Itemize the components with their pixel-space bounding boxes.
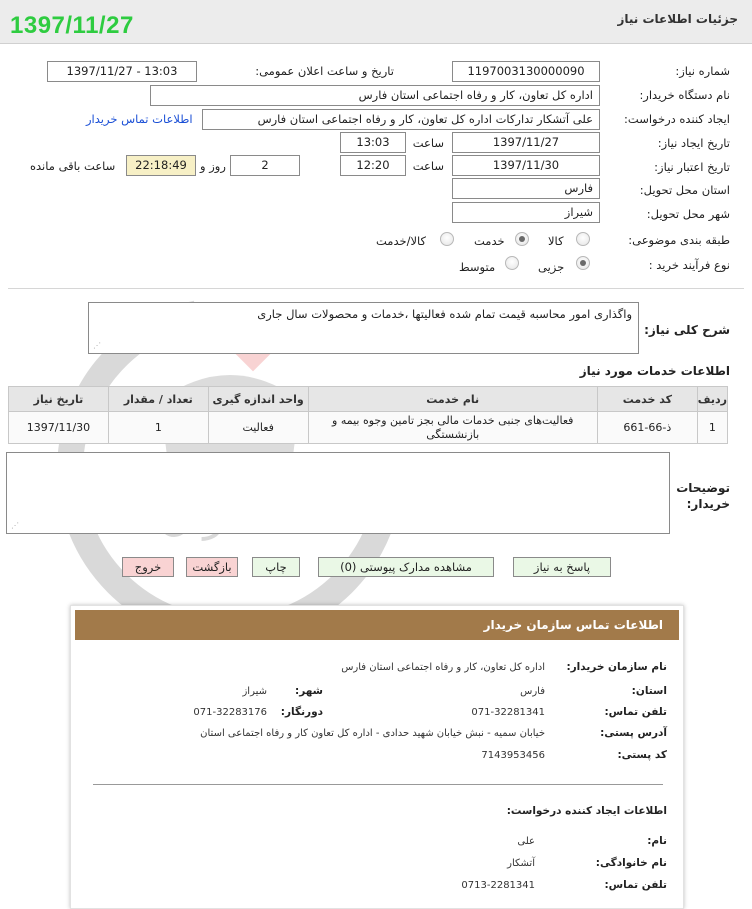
page-title: جزئیات اطلاعات نیاز bbox=[617, 12, 738, 26]
category-radio-goods[interactable] bbox=[576, 232, 590, 246]
category-option-goods: کالا bbox=[548, 234, 564, 248]
back-button[interactable]: بازگشت bbox=[186, 557, 238, 577]
process-option-medium: متوسط bbox=[459, 260, 496, 274]
header-bar bbox=[0, 0, 752, 44]
contact-phone-label: تلفن تماس: bbox=[604, 706, 667, 718]
validity-date-field[interactable]: 1397/11/30 bbox=[452, 155, 600, 176]
table-row bbox=[9, 412, 728, 444]
contact-province-value: فارس bbox=[520, 686, 545, 697]
column-header: کد خدمت bbox=[597, 387, 697, 412]
creator-name-label: نام: bbox=[647, 835, 667, 847]
contact-province-label: استان: bbox=[631, 685, 667, 697]
date-stamp: 1397/11/27 bbox=[10, 12, 134, 39]
contact-address-value: خیابان سمیه - نبش خیابان شهید حدادی - اداره کل تعاون کار و رفاه اجتماعی استان bbox=[200, 728, 545, 739]
services-section-title: اطلاعات خدمات مورد نیاز bbox=[579, 364, 730, 378]
creator-phone-label: تلفن تماس: bbox=[604, 879, 667, 891]
column-header: ردیف bbox=[697, 387, 727, 412]
column-header: نام خدمت bbox=[308, 387, 597, 412]
validity-time-label: ساعت bbox=[412, 159, 444, 173]
validity-date-label: تاریخ اعتبار نیاز: bbox=[654, 160, 730, 174]
buyer-contact-panel bbox=[70, 605, 684, 909]
validity-time-field[interactable]: 12:20 bbox=[340, 155, 406, 176]
creator-family-value: آتشکار bbox=[507, 858, 535, 869]
contact-postal-value: 7143953456 bbox=[481, 750, 545, 761]
resize-grip-icon[interactable]: ⋰ bbox=[11, 521, 19, 530]
category-radio-goods-service[interactable] bbox=[440, 232, 454, 246]
contact-org-value: اداره کل تعاون، کار و رفاه اجتماعی استان فارس bbox=[341, 662, 545, 673]
process-option-small: جزیی bbox=[538, 260, 565, 274]
table-cell: 1 bbox=[108, 412, 208, 444]
contact-city-label: شهر: bbox=[295, 685, 323, 697]
created-time-field[interactable]: 13:03 bbox=[340, 132, 406, 153]
contact-phone-value: 071-32281341 bbox=[471, 707, 545, 718]
days-label: روز و bbox=[200, 159, 226, 173]
province-label: استان محل تحویل: bbox=[639, 183, 730, 197]
requester-label: ایجاد کننده درخواست: bbox=[624, 112, 730, 126]
remaining-time-field[interactable]: 22:18:49 bbox=[126, 155, 196, 176]
announce-datetime-field[interactable]: 1397/11/27 - 13:03 bbox=[47, 61, 197, 82]
reply-button[interactable]: پاسخ به نیاز bbox=[513, 557, 611, 577]
created-date-label: تاریخ ایجاد نیاز: bbox=[657, 136, 730, 150]
days-field[interactable]: 2 bbox=[230, 155, 300, 176]
description-text: واگذاری امور محاسبه قیمت تمام شده فعالیتها ،خدمات و محصولات سال جاری bbox=[257, 307, 632, 321]
created-date-field[interactable]: 1397/11/27 bbox=[452, 132, 600, 153]
buyer-org-field[interactable]: اداره کل تعاون، کار و رفاه اجتماعی استان فارس bbox=[150, 85, 600, 106]
contact-fax-value: 071-32283176 bbox=[193, 707, 267, 718]
table-cell: فعالیت‌های جنبی خدمات مالی بجز تامین وجوه بیمه و بازنشستگی bbox=[308, 412, 597, 444]
table-header-row bbox=[9, 387, 728, 412]
contact-city-value: شیراز bbox=[242, 686, 267, 697]
column-header: واحد اندازه گیری bbox=[208, 387, 308, 412]
category-radio-service[interactable] bbox=[515, 232, 529, 246]
buyer-contact-link[interactable]: اطلاعات تماس خریدار bbox=[86, 112, 193, 126]
process-radio-medium[interactable] bbox=[505, 256, 519, 270]
services-table bbox=[8, 386, 728, 444]
city-field[interactable]: شیراز bbox=[452, 202, 600, 223]
creator-section-title: اطلاعات ایجاد کننده درخواست: bbox=[506, 805, 667, 817]
view-attachments-button[interactable]: مشاهده مدارک پیوستی (0) bbox=[318, 557, 494, 577]
process-radio-small[interactable] bbox=[576, 256, 590, 270]
province-field[interactable]: فارس bbox=[452, 178, 600, 199]
table-cell: 1 bbox=[697, 412, 727, 444]
creator-family-label: نام خانوادگی: bbox=[595, 857, 667, 869]
remaining-label: ساعت باقی مانده bbox=[30, 159, 116, 173]
need-number-label: شماره نیاز: bbox=[675, 64, 730, 78]
table-cell: ذ-66-661 bbox=[597, 412, 697, 444]
description-label: شرح کلی نیاز: bbox=[644, 323, 730, 337]
divider bbox=[8, 288, 744, 289]
contact-org-label: نام سازمان خریدار: bbox=[566, 661, 667, 673]
resize-grip-icon[interactable]: ⋰ bbox=[93, 341, 101, 350]
requester-field[interactable]: علی آتشکار تدارکات اداره کل تعاون، کار و رفاه اجتماعی استان فارس bbox=[202, 109, 600, 130]
contact-panel-header bbox=[75, 610, 679, 640]
creator-name-value: علی bbox=[517, 836, 535, 847]
category-option-service: خدمت bbox=[474, 234, 505, 248]
column-header: تعداد / مقدار bbox=[108, 387, 208, 412]
contact-divider bbox=[93, 784, 663, 785]
announce-label: تاریخ و ساعت اعلان عمومی: bbox=[255, 64, 394, 78]
need-number-field[interactable]: 1197003130000090 bbox=[452, 61, 600, 82]
buyer-notes-label: توضیحات خریدار: bbox=[676, 481, 730, 511]
city-label: شهر محل تحویل: bbox=[646, 207, 730, 221]
contact-fax-label: دورنگار: bbox=[280, 706, 323, 718]
print-button[interactable]: چاپ bbox=[252, 557, 300, 577]
category-label: طبقه بندی موضوعی: bbox=[628, 233, 730, 247]
table-cell: 1397/11/30 bbox=[9, 412, 109, 444]
contact-postal-label: کد پستی: bbox=[617, 749, 667, 761]
contact-address-label: آدرس پستی: bbox=[600, 727, 667, 739]
exit-button[interactable]: خروج bbox=[122, 557, 174, 577]
process-label: نوع فرآیند خرید : bbox=[648, 258, 730, 272]
buyer-org-label: نام دستگاه خریدار: bbox=[639, 88, 730, 102]
contact-panel-title: اطلاعات تماس سازمان خریدار bbox=[483, 618, 663, 632]
buyer-notes-textarea[interactable] bbox=[6, 452, 670, 534]
table-cell: فعالیت bbox=[208, 412, 308, 444]
column-header: تاریخ نیاز bbox=[9, 387, 109, 412]
category-option-goods-service: کالا/خدمت bbox=[376, 234, 427, 248]
created-time-label: ساعت bbox=[412, 136, 444, 150]
description-textarea[interactable] bbox=[88, 302, 639, 354]
creator-phone-value: 0713-2281341 bbox=[461, 880, 535, 891]
